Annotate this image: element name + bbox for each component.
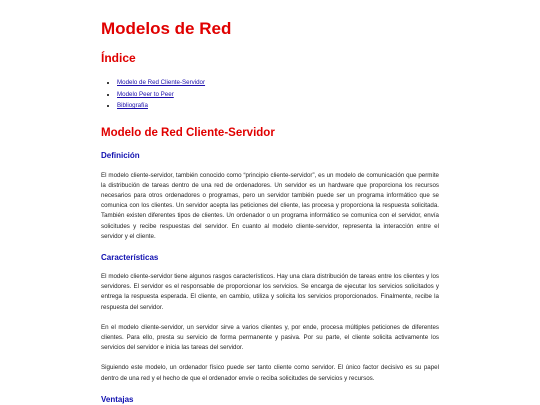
advantages-heading: Ventajas bbox=[101, 394, 134, 404]
characteristics-paragraph-2: En el modelo cliente-servidor, un servidor sirve a varios clientes y, por ende, procesa múltiples peticiones de diferentes clientes. Para ello, presta su servicio de forma permanente y pasiva. Por su parte, el cliente solicita activamente los servicios del servidor e inicia las tareas del servidor. bbox=[101, 323, 439, 352]
index-heading: Índice bbox=[101, 51, 136, 65]
index-link-peer-to-peer[interactable]: Modelo Peer to Peer bbox=[117, 90, 174, 98]
index-item bbox=[117, 89, 439, 101]
index-item bbox=[117, 100, 439, 112]
section-title: Modelo de Red Cliente-Servidor bbox=[101, 126, 275, 139]
index-link-client-server[interactable]: Modelo de Red Cliente-Servidor bbox=[117, 79, 206, 86]
definition-paragraph: El modelo cliente-servidor, también conocido como “principio cliente-servidor”, es un modelo de comunicación que permite la distribución de tareas dentro de una red de ordenadores. Un servidor es un hardware que proporciona los recursos necesarios para otros ordenadores o programas, pero un servidor también puede ser un programa informático que se comunica con los clientes. Un servidor acepta las peticiones del cliente, las procesa y proporciona la respuesta solicitada. También existen diferentes tipos de clientes. Un ordenador o un programa informático se comunica con el servidor, envía solicitudes y recibe respuestas del servidor. En cuanto al modelo cliente-servidor, representa la interacción entre el servidor y el cliente. bbox=[101, 171, 439, 240]
definition-heading: Definición bbox=[101, 150, 140, 160]
index-list bbox=[101, 77, 439, 112]
index-link-bibliography[interactable]: Bibliografía bbox=[117, 102, 148, 109]
characteristics-paragraph-3: Siguiendo este modelo, un ordenador físico puede ser tanto cliente como servidor. El único factor decisivo es su papel dentro de una red y el hecho de que el ordenador envíe o reciba solicitudes de servicios y recursos. bbox=[101, 364, 439, 382]
characteristics-paragraph-1: El modelo cliente-servidor tiene algunos rasgos característicos. Hay una clara distribución de tareas entre los clientes y los servidores. El servidor es el responsable de proporcionar los servicios. Se encarga de ejecutar los servicios solicitados y entrega la respuesta esperada. El cliente, en cambio, utiliza y solicita los servicios proporcionados. Finalmente, recibe la respuesta del servidor. bbox=[101, 272, 439, 311]
index-item bbox=[117, 77, 439, 89]
characteristics-heading: Características bbox=[101, 252, 159, 262]
page-title: Modelos de Red bbox=[101, 19, 232, 38]
